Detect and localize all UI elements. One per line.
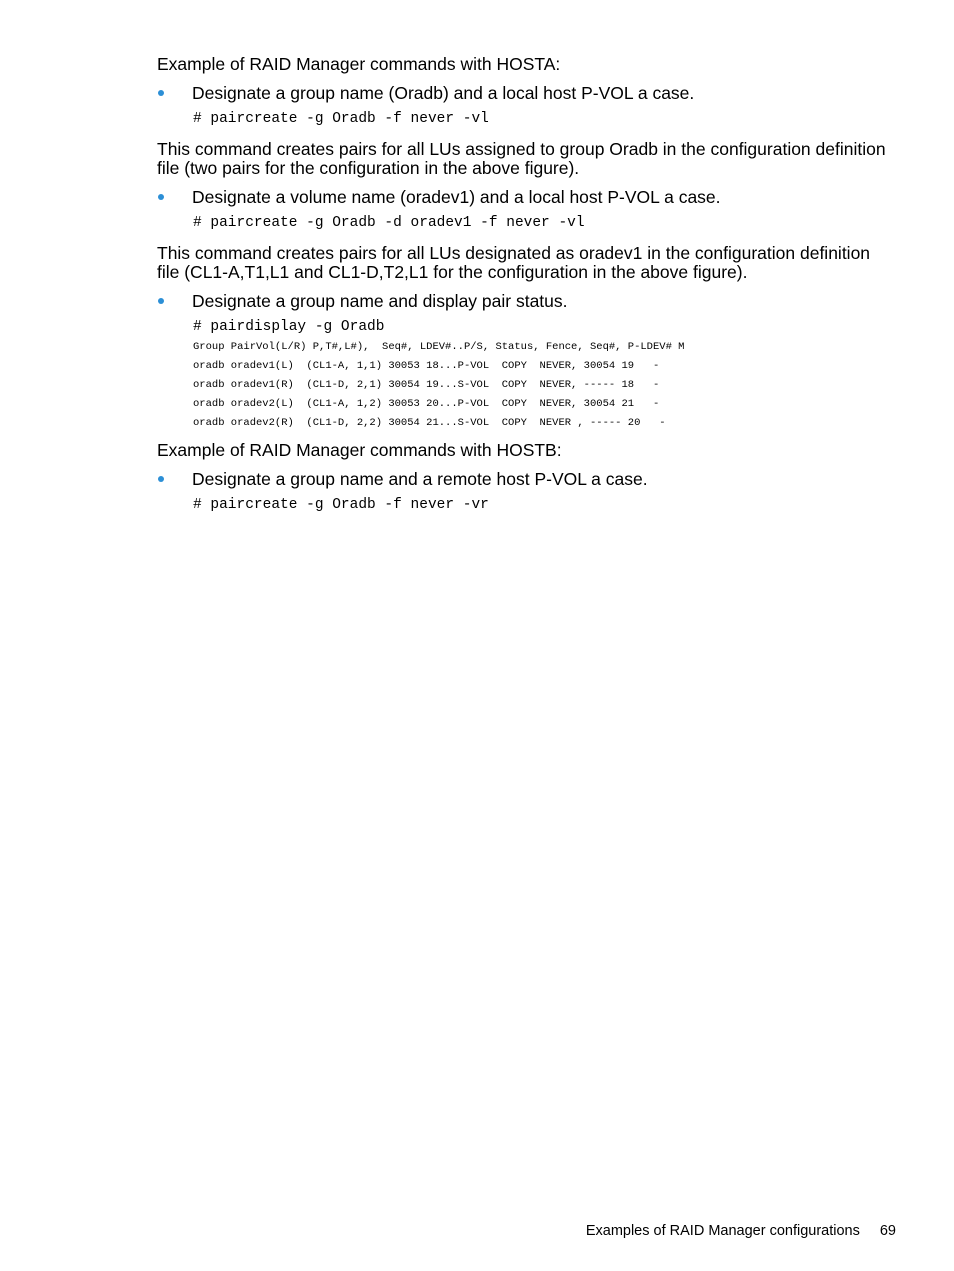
paragraph-oradev1: This command creates pairs for all LUs designated as oradev1 in the configuration definition file (CL1-A,T1,L1 and CL1-D,T2,L1 for the configuration in the above figure).: [157, 243, 871, 282]
pairdisplay-output-row: oradb oradev1(R) (CL1-D, 2,1) 30054 19...S-VOL COPY NEVER, ----- 18 -: [193, 379, 660, 391]
code-pairdisplay: # pairdisplay -g Oradb: [193, 319, 385, 335]
bullet-text: Designate a group name (Oradb) and a local host P-VOL a case.: [192, 83, 695, 103]
bullet-item: [157, 84, 892, 103]
bullet-dot-icon: [158, 90, 164, 96]
bullet-item: [157, 470, 892, 489]
bullet-item: [157, 292, 892, 311]
pairdisplay-output-row: oradb oradev2(R) (CL1-D, 2,2) 30054 21...S-VOL COPY NEVER , ----- 20 -: [193, 417, 666, 429]
bullet-text: Designate a group name and display pair status.: [192, 291, 568, 311]
pairdisplay-output-row: oradb oradev2(L) (CL1-A, 1,2) 30053 20...P-VOL COPY NEVER, 30054 21 -: [193, 398, 660, 410]
paragraph-oradb: This command creates pairs for all LUs assigned to group Oradb in the configuration definition file (two pairs for the configuration in the above figure).: [157, 139, 886, 178]
pairdisplay-output-header: Group PairVol(L/R) P,T#,L#), Seq#, LDEV#..P/S, Status, Fence, Seq#, P-LDEV# M: [193, 341, 685, 353]
bullet-text: Designate a group name and a remote host P-VOL a case.: [192, 469, 648, 489]
bullet-text: Designate a volume name (oradev1) and a local host P-VOL a case.: [192, 187, 721, 207]
bullet-item: [157, 188, 892, 207]
footer-section-title: Examples of RAID Manager configurations: [585, 1223, 860, 1239]
code-paircreate-device: # paircreate -g Oradb -d oradev1 -f never -vl: [193, 215, 585, 231]
page-footer: [586, 1222, 896, 1240]
page-number: 69: [879, 1223, 896, 1239]
document-body: [157, 55, 892, 514]
code-paircreate-vl: # paircreate -g Oradb -f never -vl: [193, 111, 489, 127]
bullet-dot-icon: [158, 194, 164, 200]
bullet-dot-icon: [158, 476, 164, 482]
code-paircreate-vr: # paircreate -g Oradb -f never -vr: [193, 497, 489, 513]
bullet-dot-icon: [158, 298, 164, 304]
intro-hosta: Example of RAID Manager commands with HOSTA:: [157, 54, 561, 74]
intro-hostb: Example of RAID Manager commands with HOSTB:: [157, 440, 562, 460]
pairdisplay-output-row: oradb oradev1(L) (CL1-A, 1,1) 30053 18...P-VOL COPY NEVER, 30054 19 -: [193, 360, 660, 372]
